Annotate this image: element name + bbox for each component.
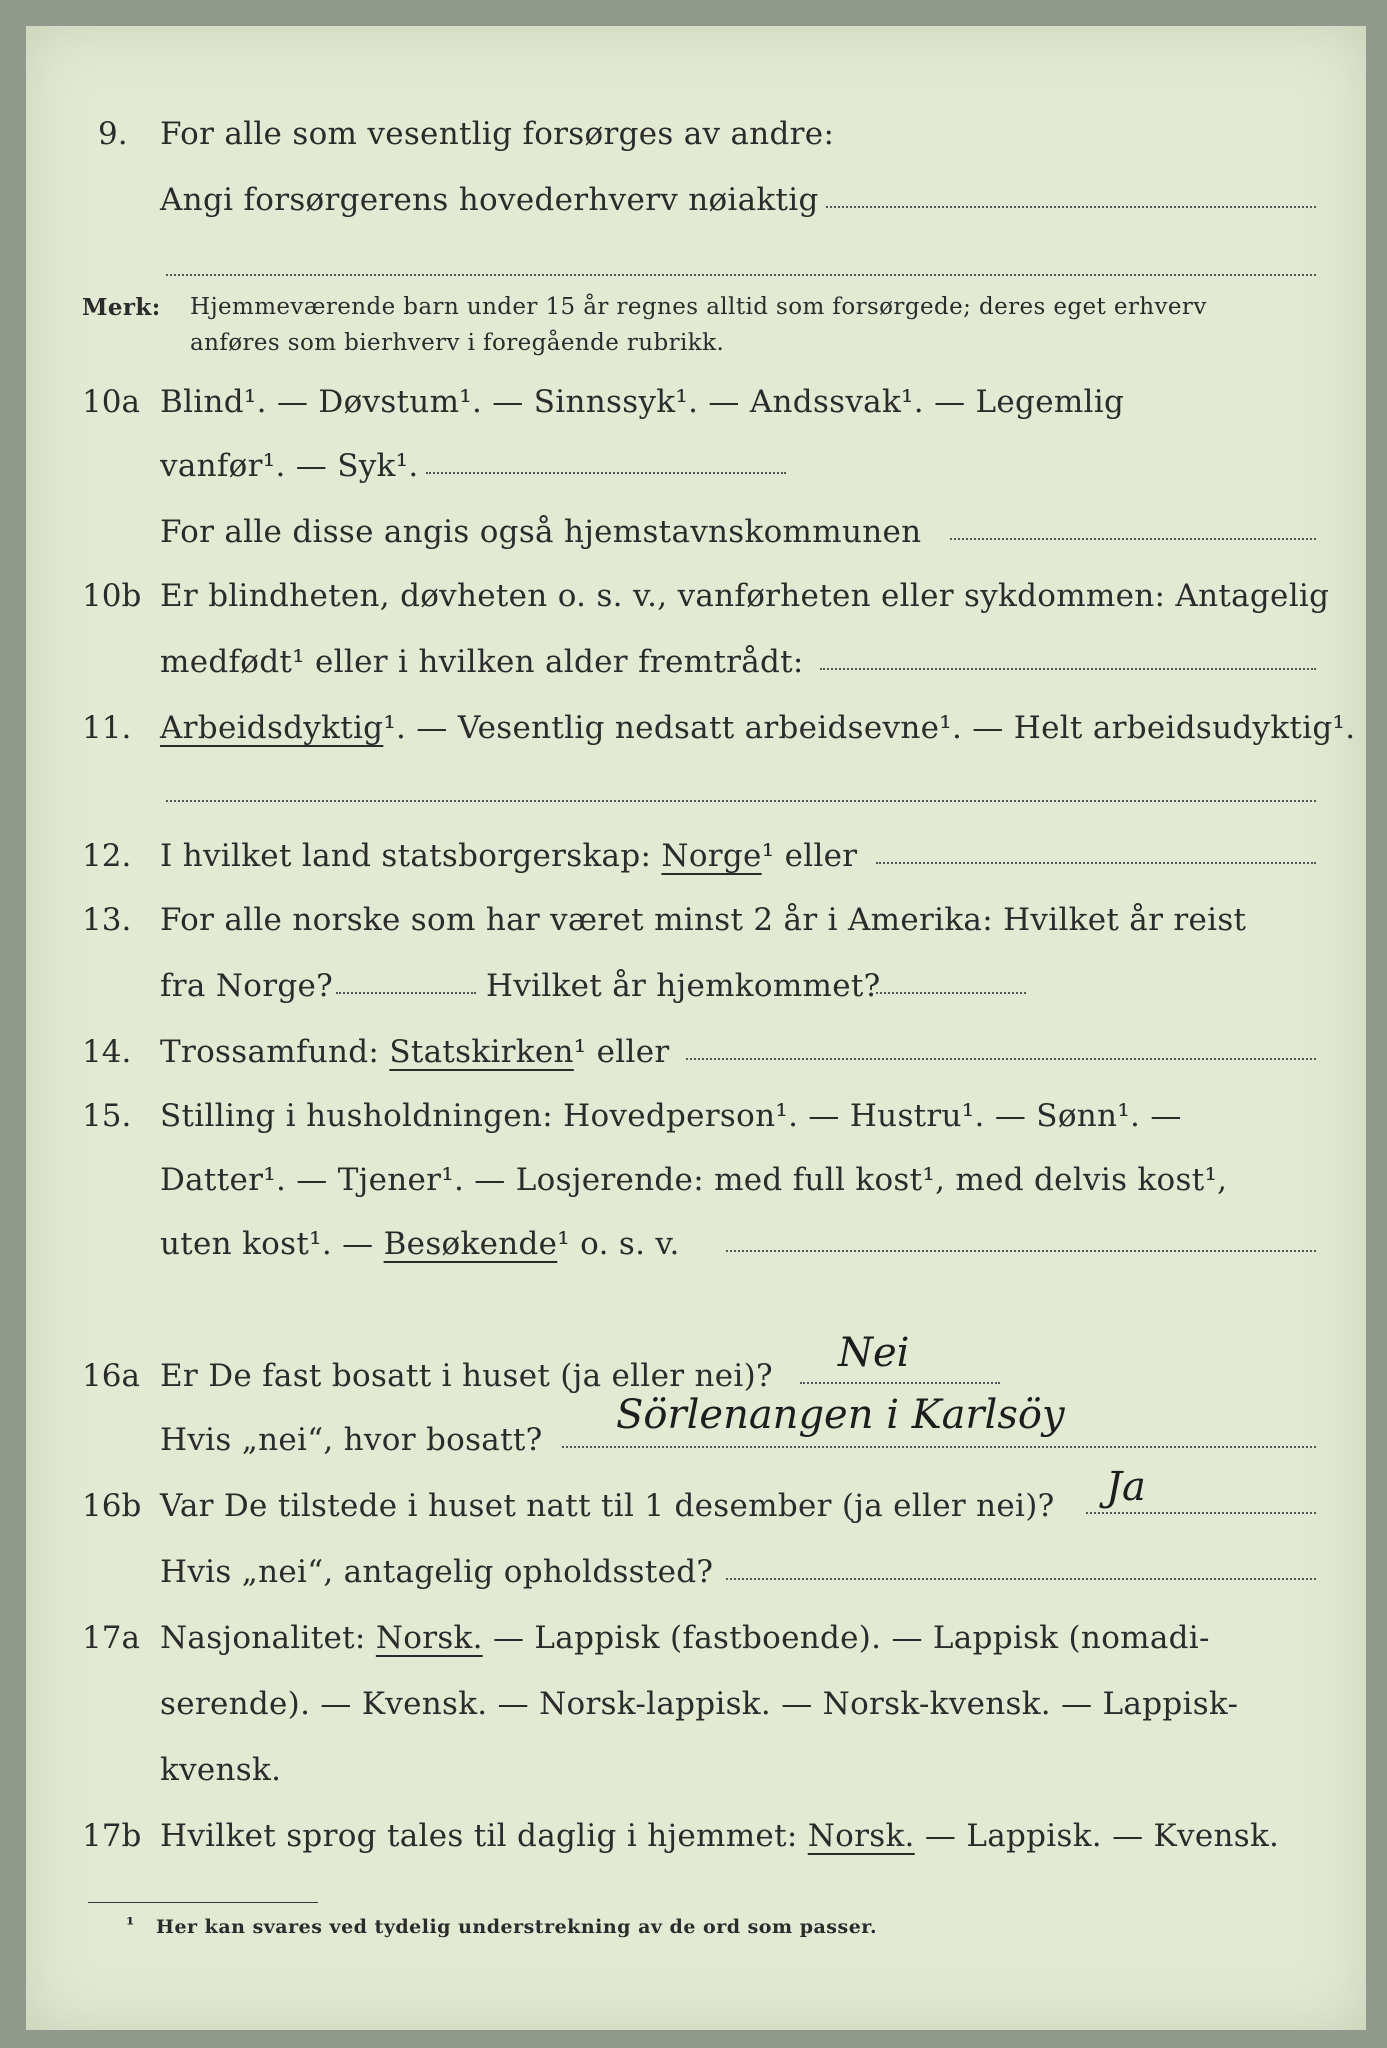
q9-answer-line-2 (166, 274, 1316, 276)
q10a-line3: For alle disse angis også hjemstavnskommunen (160, 514, 922, 550)
q14-post: ¹ eller (573, 1034, 670, 1070)
q11-text (160, 710, 1355, 746)
q13-line2a: fra Norge? (160, 968, 334, 1004)
q17a-line1 (160, 1620, 1210, 1656)
q15-line2: Datter¹. — Tjener¹. — Losjerende: med full kost¹, med delvis kost¹, (160, 1162, 1228, 1198)
q17b-post: — Lappisk. — Kvensk. (924, 1818, 1280, 1854)
q13-number: 13. (82, 902, 132, 938)
q9-answer-line (826, 206, 1316, 208)
q10b-line1: Er blindheten, døvheten o. s. v., vanførheten eller sykdommen: Antagelig (160, 578, 1330, 614)
q12-text (160, 838, 857, 874)
q9-line1: For alle som vesentlig forsørges av andre: (160, 116, 835, 152)
q16a-answer2: Sörlenangen i Karlsöy (616, 1392, 1065, 1438)
q16b-number: 16b (82, 1488, 142, 1524)
q15-answer-line (726, 1250, 1316, 1252)
q13-line1: For alle norske som har været minst 2 år i Amerika: Hvilket år reist (160, 902, 1247, 938)
q16a-answer1: Nei (838, 1330, 910, 1376)
merk-line1: Hjemmeværende barn under 15 år regnes alltid som forsørgede; deres eget erhverv (190, 294, 1207, 320)
q17a-line3: kvensk. (160, 1752, 282, 1788)
q10b-line2: medfødt¹ eller i hvilken alder fremtrådt: (160, 644, 804, 680)
q15-line3b: ¹ o. s. v. (557, 1226, 680, 1262)
q17a-underlined: Norsk. (375, 1620, 483, 1656)
q14-underlined: Statskirken (389, 1034, 574, 1070)
q11-underlined: Arbeidsdyktig (160, 710, 384, 746)
q16b-answer2-line (726, 1578, 1316, 1580)
q11-rest: ¹. — Vesentlig nedsatt arbeidsevne¹. — Helt arbeidsudyktig¹. (383, 710, 1356, 746)
q14-number: 14. (82, 1034, 132, 1070)
q13-hjemkommet-line (876, 992, 1026, 994)
q16a-line2: Hvis „nei“, hvor bosatt? (160, 1422, 543, 1458)
q11-number: 11. (82, 710, 132, 746)
q17a-line2: serende). — Kvensk. — Norsk-lappisk. — Norsk-kvensk. — Lappisk- (160, 1686, 1239, 1722)
q16a-answer1-line (800, 1382, 1000, 1384)
q17b-number: 17b (82, 1818, 142, 1854)
q16b-line2: Hvis „nei“, antagelig opholdssted? (160, 1554, 714, 1590)
q17b-underlined: Norsk. (807, 1818, 915, 1854)
q17a-line1rest: — Lappisk (fastboende). — Lappisk (nomadi- (492, 1620, 1210, 1656)
q13-reist-line (336, 992, 476, 994)
q15-line1: Stilling i husholdningen: Hovedperson¹. — Hustru¹. — Sønn¹. — (160, 1098, 1182, 1134)
q9-number: 9. (98, 116, 128, 152)
q16a-line1: Er De fast bosatt i huset (ja eller nei)? (160, 1358, 773, 1394)
footnote-text: Her kan svares ved tydelig understrekning av de ord som passer. (156, 1916, 878, 1938)
q10a-hjemstavn-line (950, 538, 1316, 540)
footnote-mark: ¹ (126, 1914, 135, 1936)
q10a-number: 10a (82, 384, 140, 420)
q12-post: ¹ eller (761, 838, 858, 874)
q12-number: 12. (82, 838, 132, 874)
q10a-answer-line (426, 472, 786, 474)
q17a-pre: Nasjonalitet: (160, 1620, 366, 1656)
q16b-line1: Var De tilstede i huset natt til 1 desember (ja eller nei)? (160, 1488, 1055, 1524)
q12-underlined: Norge (661, 838, 762, 874)
merk-label: Merk: (82, 294, 161, 321)
q10a-line1: Blind¹. — Døvstum¹. — Sinnssyk¹. — Andssvak¹. — Legemlig (160, 384, 1125, 420)
q10b-answer-line (820, 668, 1316, 670)
q16b-answer1: Ja (1106, 1464, 1146, 1510)
q12-answer-line (876, 862, 1316, 864)
q15-number: 15. (82, 1098, 132, 1134)
footnote-rule (88, 1902, 318, 1903)
q10a-line2: vanfør¹. — Syk¹. (160, 448, 419, 484)
q17a-number: 17a (82, 1620, 140, 1656)
q15-underlined: Besøkende (383, 1226, 558, 1262)
q16a-answer2-line (562, 1446, 1316, 1448)
q16a-number: 16a (82, 1358, 140, 1394)
q12-pre: I hvilket land statsborgerskap: (160, 838, 652, 874)
q17b-text (160, 1818, 1279, 1854)
q13-line2b: Hvilket år hjemkommet? (486, 968, 881, 1004)
q14-answer-line (686, 1058, 1316, 1060)
merk-line2: anføres som bierhverv i foregående rubrikk. (190, 330, 725, 356)
q15-line3 (160, 1226, 680, 1262)
q15-line3a: uten kost¹. — (160, 1226, 374, 1262)
q16b-answer1-line (1086, 1512, 1316, 1514)
q14-pre: Trossamfund: (160, 1034, 380, 1070)
q17b-pre: Hvilket sprog tales til daglig i hjemmet: (160, 1818, 798, 1854)
q14-text (160, 1034, 670, 1070)
q11-answer-line (166, 800, 1316, 802)
q10b-number: 10b (82, 578, 142, 614)
q9-line2: Angi forsørgerens hovederhverv nøiaktig (160, 182, 819, 218)
census-form-page (26, 26, 1366, 2030)
